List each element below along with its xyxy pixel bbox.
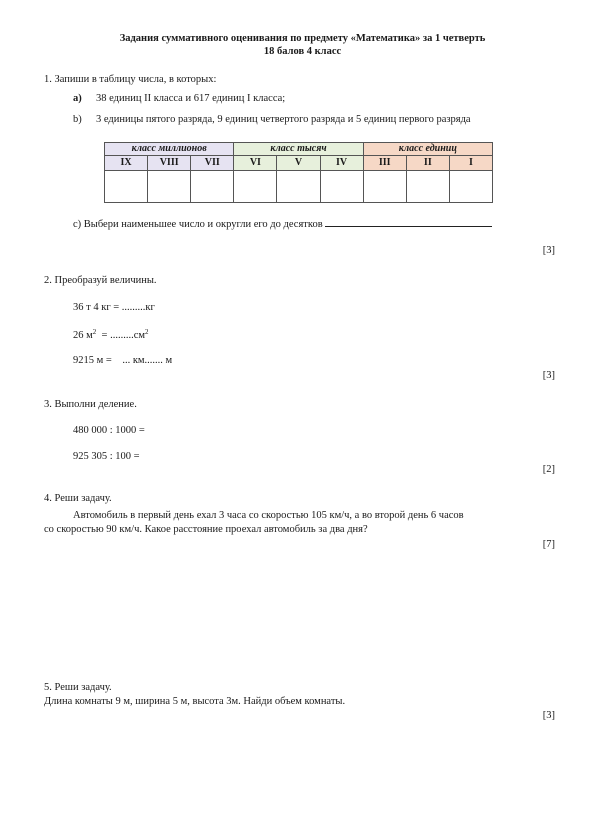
task5-text: Длина комнаты 9 м, ширина 5 м, высота 3м. Найди объем комнаты.	[44, 696, 346, 707]
answer-cell[interactable]	[406, 171, 449, 203]
answer-cell[interactable]	[234, 171, 277, 203]
task2-heading: 2. Преобразуй величины.	[44, 275, 157, 286]
answer-cell[interactable]	[105, 171, 148, 203]
task4-text2: со скоростью 90 км/ч. Какое расстояние проехал автомобиль за два дня?	[44, 524, 368, 535]
task1-heading: 1. Запиши в таблицу числа, в которых:	[44, 74, 217, 85]
task2-line1: 36 т 4 кг = .........кг	[73, 302, 155, 313]
task1-c-line	[73, 217, 492, 230]
answer-cell[interactable]	[363, 171, 406, 203]
task2-line2-sup-a: 2	[92, 328, 97, 336]
digit-header: I	[449, 156, 492, 171]
task1-a-marker: a)	[73, 93, 82, 104]
class-units-header: класс единиц	[363, 143, 492, 156]
digit-header: IX	[105, 156, 148, 171]
task2-line3: 9215 м = ... км....... м	[73, 355, 173, 366]
task2-line2-sup-b: 2	[145, 328, 149, 336]
class-thousands-header: класс тысяч	[234, 143, 363, 156]
page-subtitle: 18 балов 4 класс	[263, 46, 342, 57]
task4-heading: 4. Реши задачу.	[44, 493, 112, 504]
answer-cell[interactable]	[449, 171, 492, 203]
task2-line2-mid: = .........см	[96, 330, 146, 341]
task3-line2: 925 305 : 100 =	[73, 451, 140, 462]
task4-score: [7]	[542, 539, 555, 550]
task1-c-text: с) Выбери наименьшее число и округли его до десятков	[73, 219, 323, 230]
task1-score: [3]	[542, 245, 555, 256]
task5-heading: 5. Реши задачу.	[44, 682, 112, 693]
answer-cell[interactable]	[320, 171, 363, 203]
digit-header: VI	[234, 156, 277, 171]
task3-line1: 480 000 : 1000 =	[73, 425, 145, 436]
page-title: Задания суммативного оценивания по предмету «Математика» за 1 четверть	[119, 33, 486, 44]
answer-blank-line[interactable]	[325, 217, 492, 227]
answer-cell[interactable]	[191, 171, 234, 203]
task2-line2-left: 26 м	[73, 330, 93, 341]
digit-header: V	[277, 156, 320, 171]
task1-b-marker: b)	[73, 114, 82, 125]
task2-line2	[73, 328, 149, 341]
task1-b-text: 3 единицы пятого разряда, 9 единиц четвертого разряда и 5 единиц первого разряда	[96, 114, 471, 125]
answer-cell[interactable]	[277, 171, 320, 203]
class-millions-header: класс миллионов	[105, 143, 234, 156]
task5-score: [3]	[542, 710, 555, 721]
place-value-table	[104, 142, 493, 203]
digit-header: VIII	[148, 156, 191, 171]
digit-header: II	[406, 156, 449, 171]
digit-header: III	[363, 156, 406, 171]
task2-score: [3]	[542, 370, 555, 381]
task4-text1: Автомобиль в первый день ехал 3 часа со скоростью 105 км/ч, а во второй день 6 часов	[73, 510, 464, 521]
answer-cell[interactable]	[148, 171, 191, 203]
task3-score: [2]	[542, 464, 555, 475]
task1-a-text: 38 единиц II класса и 617 единиц I класса;	[96, 93, 286, 104]
task3-heading: 3. Выполни деление.	[44, 399, 137, 410]
digit-header: VII	[191, 156, 234, 171]
digit-header: IV	[320, 156, 363, 171]
